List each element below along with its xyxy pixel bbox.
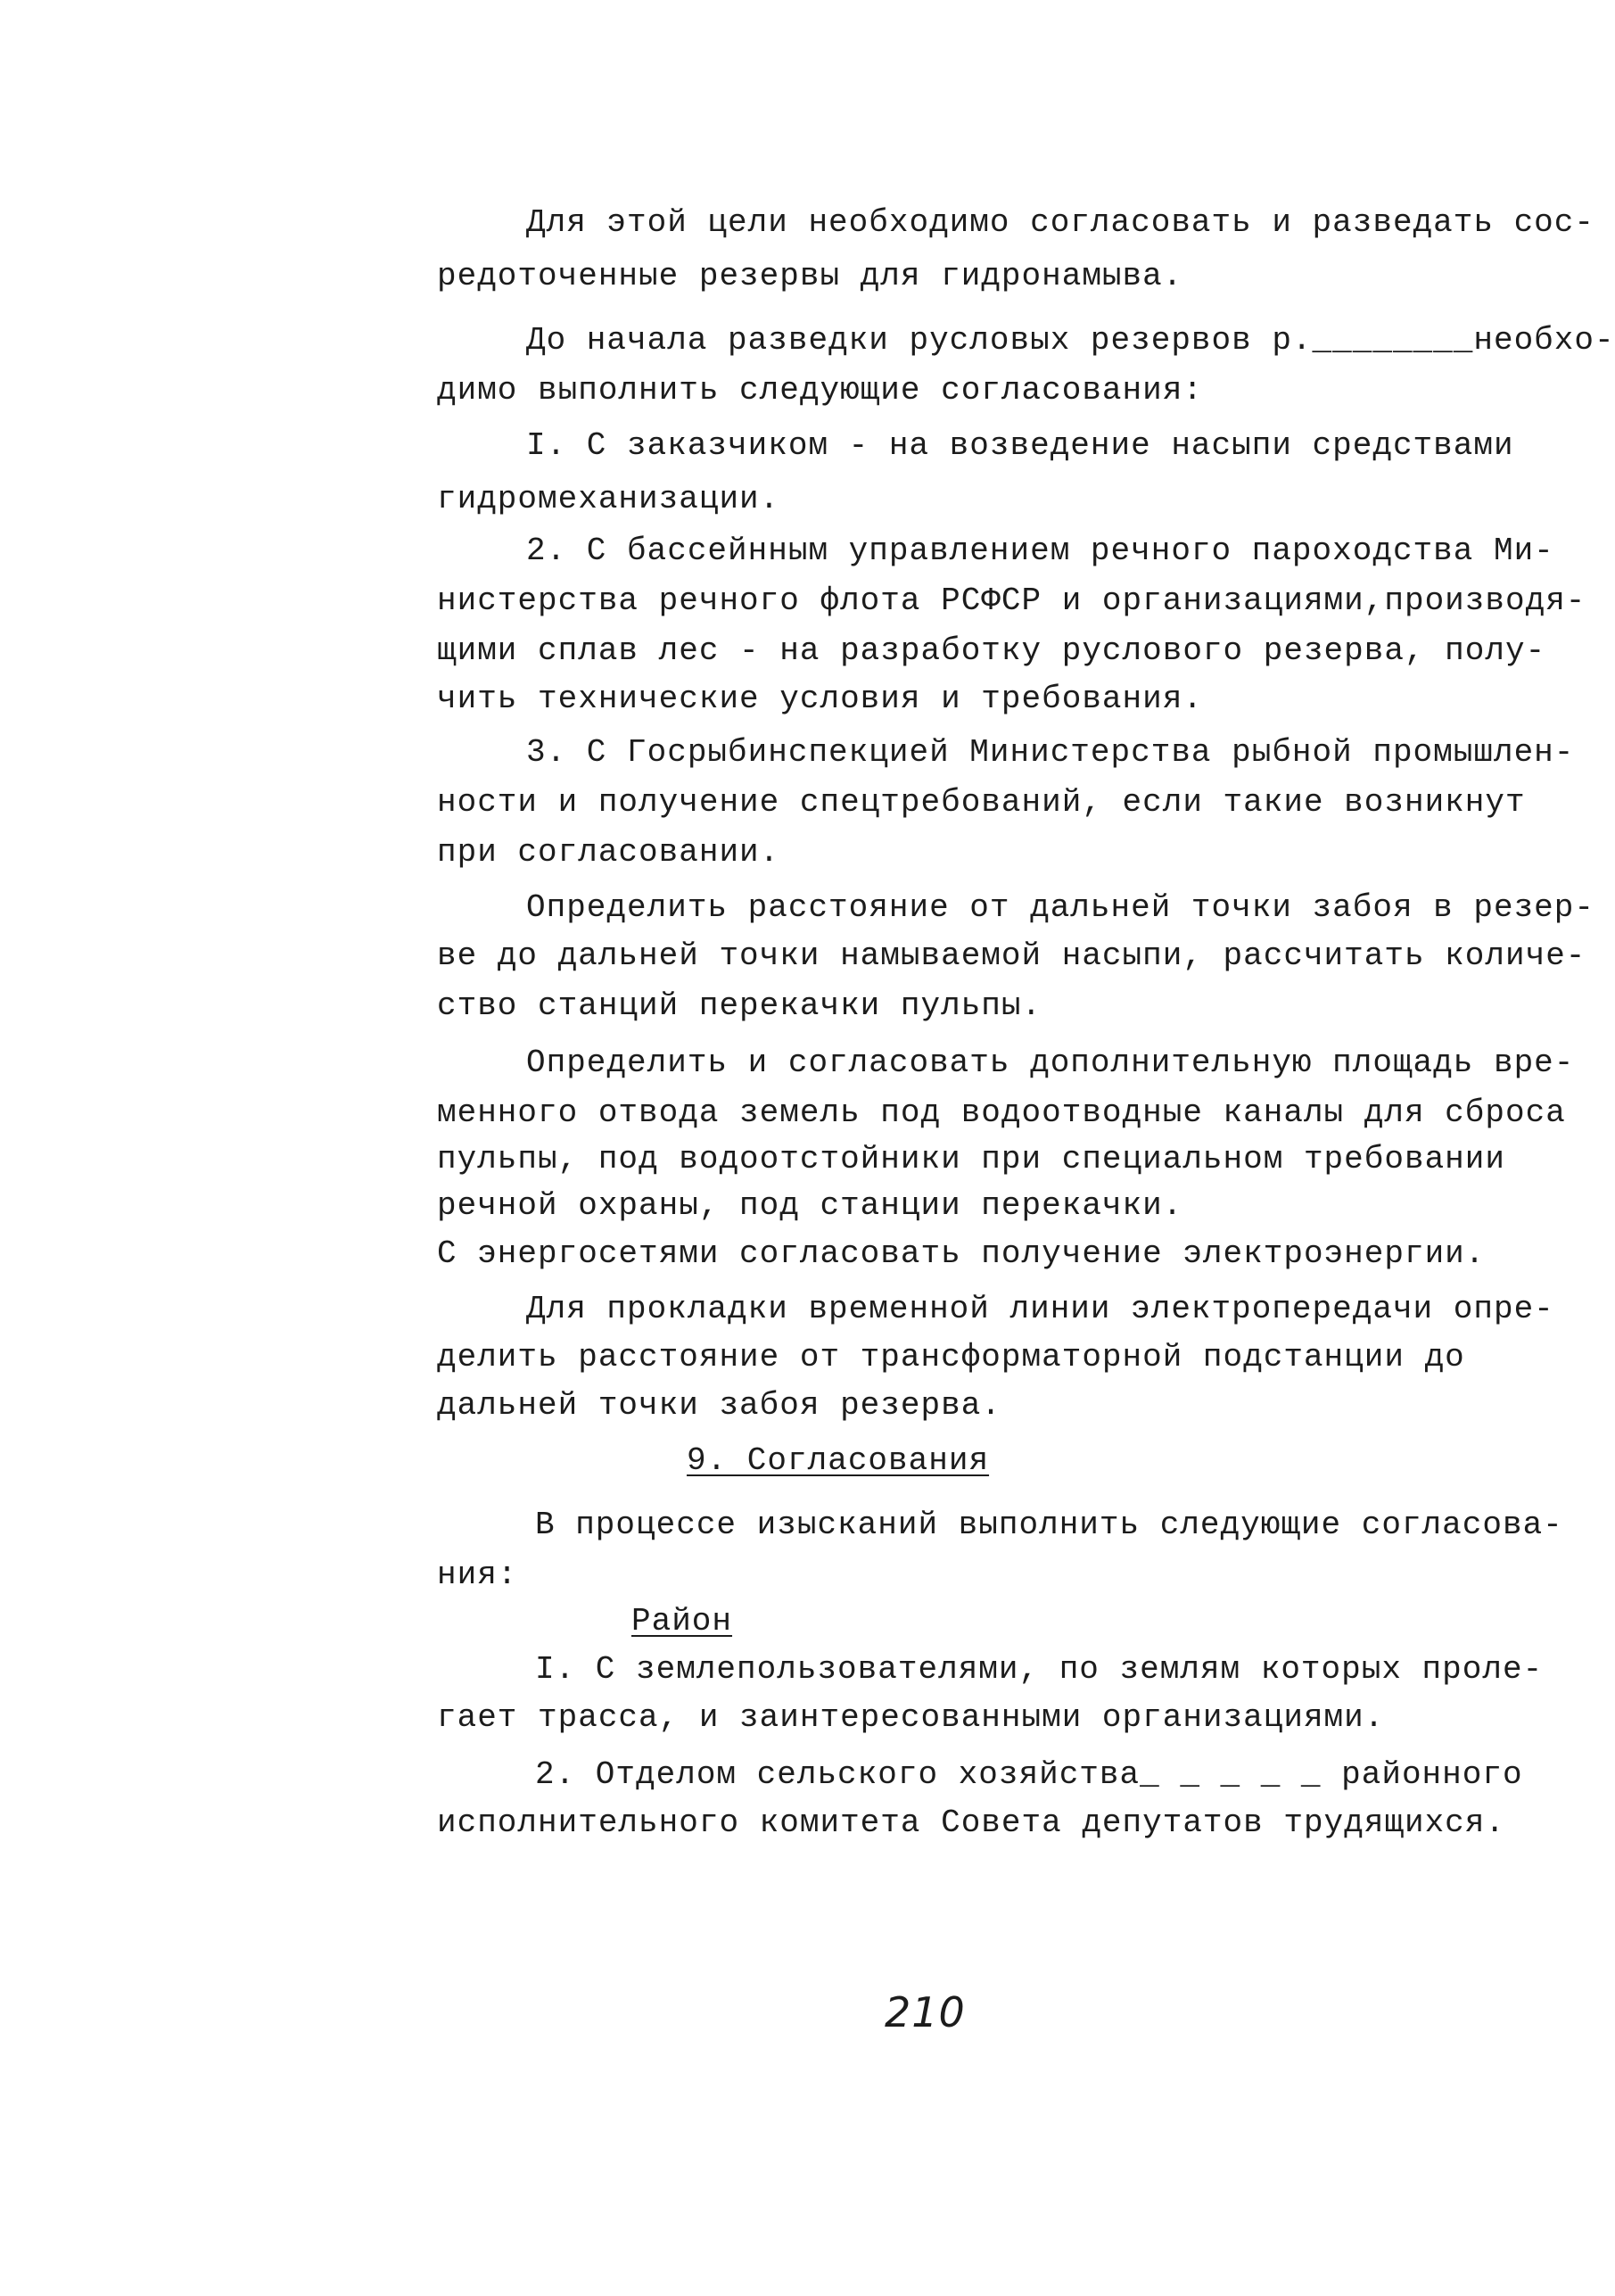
- text-line: при согласовании.: [437, 834, 780, 871]
- text-line: чить технические условия и требования.: [437, 681, 1203, 717]
- page-number: 210: [885, 1988, 966, 2036]
- text-line: ство станций перекачки пульпы.: [437, 987, 1042, 1024]
- text-line: До начала разведки русловых резервов р.________необхо-: [526, 322, 1615, 359]
- text-line: 2. Отделом сельского хозяйства_ _ _ _ _ районного: [535, 1756, 1523, 1793]
- text-line: менного отвода земель под водоотводные каналы для сброса: [437, 1094, 1566, 1131]
- text-line: Для прокладки временной линии электропередачи опре-: [526, 1291, 1554, 1327]
- text-line: С энергосетями согласовать получение электроэнергии.: [437, 1235, 1486, 1272]
- text-line: 3. С Госрыбинспекцией Министерства рыбной промышлен-: [526, 734, 1575, 771]
- text-line: речной охраны, под станции перекачки.: [437, 1187, 1183, 1224]
- text-line: I. С землепользователями, по землям которых проле-: [535, 1651, 1544, 1688]
- section-heading: 9. Согласования: [687, 1442, 990, 1479]
- text-line: Для этой цели необходимо согласовать и разведать сос-: [526, 204, 1594, 241]
- subsection-heading: Район: [631, 1603, 733, 1639]
- text-line: гает трасса, и заинтересованными организациями.: [437, 1699, 1385, 1736]
- text-line: ности и получение спецтребований, если такие возникнут: [437, 784, 1526, 821]
- text-line: димо выполнить следующие согласования:: [437, 372, 1203, 409]
- text-line: дальней точки забоя резерва.: [437, 1387, 1001, 1424]
- text-line: редоточенные резервы для гидронамыва.: [437, 258, 1183, 294]
- text-line: I. С заказчиком - на возведение насыпи средствами: [526, 427, 1514, 464]
- text-line: ве до дальней точки намываемой насыпи, рассчитать количе-: [437, 937, 1586, 974]
- text-line: нистерства речного флота РСФСР и организациями,производя-: [437, 582, 1586, 619]
- text-line: ния:: [437, 1557, 518, 1593]
- text-line: Определить расстояние от дальней точки забоя в резер-: [526, 889, 1594, 926]
- text-line: делить расстояние от трансформаторной подстанции до: [437, 1339, 1465, 1375]
- text-line: гидромеханизации.: [437, 481, 780, 517]
- text-line: 2. С бассейнным управлением речного пароходства Ми-: [526, 533, 1554, 569]
- text-line: пульпы, под водоотстойники при специальном требовании: [437, 1141, 1505, 1177]
- text-line: В процессе изысканий выполнить следующие согласова-: [535, 1507, 1563, 1543]
- text-line: щими сплав лес - на разработку руслового резерва, полу-: [437, 632, 1546, 669]
- text-line: исполнительного комитета Совета депутатов трудящихся.: [437, 1805, 1505, 1841]
- text-line: Определить и согласовать дополнительную площадь вре-: [526, 1045, 1575, 1081]
